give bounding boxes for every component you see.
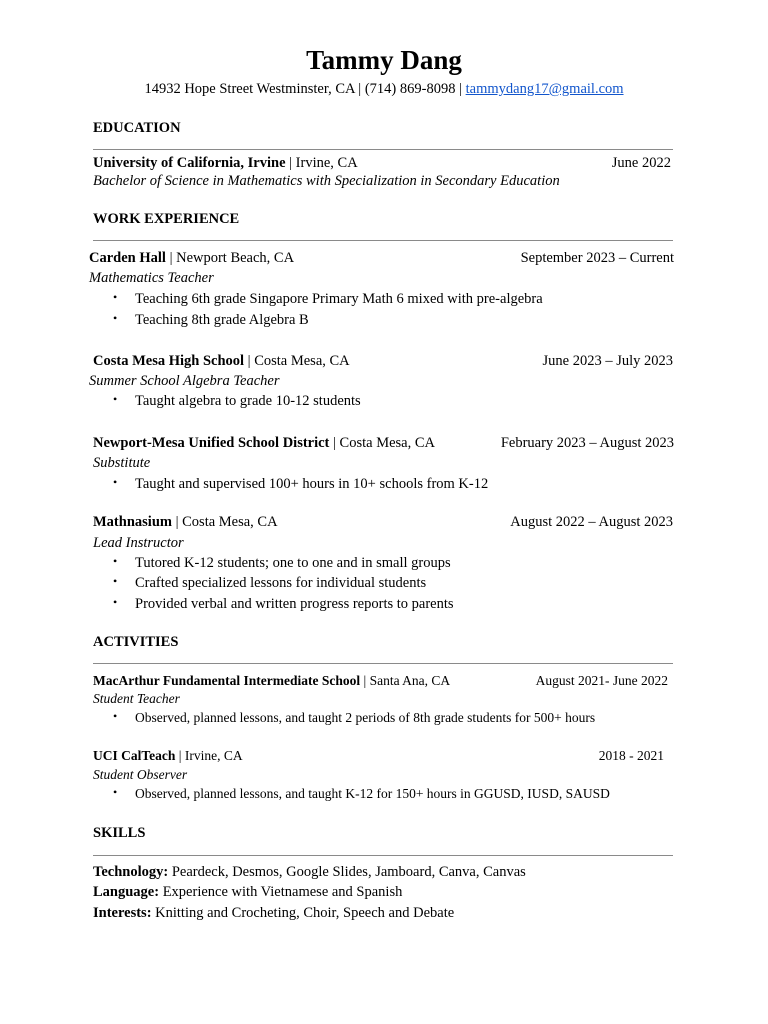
skill-technology: Technology: Peardeck, Desmos, Google Slides, Jamboard, Canva, Canvas xyxy=(93,864,526,880)
job-bullet: • Crafted specialized lessons for individual students xyxy=(113,574,427,591)
job-org: Costa Mesa High School xyxy=(93,353,245,369)
job-role: Substitute xyxy=(93,455,151,471)
job-line: Costa Mesa High School | Costa Mesa, CA xyxy=(93,353,350,369)
activity-line: UCI CalTeach | Irvine, CA xyxy=(93,748,243,763)
activity-org: MacArthur Fundamental Intermediate School xyxy=(93,673,361,688)
job-location: Newport Beach, CA xyxy=(176,250,295,266)
job-role: Lead Instructor xyxy=(93,535,184,551)
activity-date: 2018 - 2021 xyxy=(598,748,664,763)
work-heading: WORK EXPERIENCE xyxy=(93,211,240,227)
contact-details: 14932 Hope Street Westminster, CA | (714) 869-8098 | xyxy=(144,81,462,97)
job-bullet: • Tutored K-12 students; one to one and in small groups xyxy=(113,554,451,571)
skill-interests: Interests: Knitting and Crocheting, Choir, Speech and Debate xyxy=(93,905,455,921)
activities-divider xyxy=(93,663,673,664)
job-bullet: • Taught algebra to grade 10-12 students xyxy=(113,392,361,409)
skills-heading: SKILLS xyxy=(93,825,146,841)
resume-name: Tammy Dang xyxy=(306,45,462,75)
education-location: Irvine, CA xyxy=(295,155,358,171)
job-org: Carden Hall xyxy=(89,250,166,266)
activity-location: Santa Ana, CA xyxy=(369,673,451,688)
job-role: Summer School Algebra Teacher xyxy=(89,373,280,389)
job-date: June 2023 – July 2023 xyxy=(542,353,673,369)
email-link[interactable]: tammydang17@gmail.com xyxy=(465,81,624,97)
job-role: Mathematics Teacher xyxy=(89,270,214,286)
activity-org: UCI CalTeach xyxy=(93,748,176,763)
activity-bullet: • Observed, planned lessons, and taught K-12 for 150+ hours in GGUSD, IUSD, SAUSD xyxy=(113,785,610,801)
work-divider xyxy=(93,240,673,241)
job-bullet: • Provided verbal and written progress reports to parents xyxy=(113,595,454,612)
activity-location: Irvine, CA xyxy=(184,748,243,763)
skill-language: Language: Experience with Vietnamese and Spanish xyxy=(93,884,403,900)
activity-role: Student Observer xyxy=(93,767,188,782)
activities-heading: ACTIVITIES xyxy=(93,634,179,650)
job-date: September 2023 – Current xyxy=(520,250,674,266)
skills-divider xyxy=(93,855,673,856)
job-org: Mathnasium xyxy=(93,514,172,530)
education-degree: Bachelor of Science in Mathematics with Specialization in Secondary Education xyxy=(93,173,560,189)
education-divider xyxy=(93,149,673,150)
activity-line: MacArthur Fundamental Intermediate School | Santa Ana, CA xyxy=(93,673,451,688)
job-location: Costa Mesa, CA xyxy=(182,514,278,530)
activity-bullet: • Observed, planned lessons, and taught 2 periods of 8th grade students for 500+ hours xyxy=(113,709,596,725)
job-bullet: • Taught and supervised 100+ hours in 10+ schools from K-12 xyxy=(113,475,489,492)
activity-role: Student Teacher xyxy=(93,691,180,706)
contact-line xyxy=(0,81,768,98)
job-bullet: • Teaching 8th grade Algebra B xyxy=(113,311,309,328)
activity-date: August 2021- June 2022 xyxy=(535,673,668,688)
job-location: Costa Mesa, CA xyxy=(339,435,436,451)
job-bullet: • Teaching 6th grade Singapore Primary Math 6 mixed with pre-algebra xyxy=(113,290,543,307)
job-date: August 2022 – August 2023 xyxy=(510,514,673,530)
job-org: Newport-Mesa Unified School District xyxy=(93,435,330,451)
job-line: Carden Hall | Newport Beach, CA xyxy=(89,250,295,266)
education-date: June 2022 xyxy=(611,155,671,171)
job-date: February 2023 – August 2023 xyxy=(500,435,674,451)
job-line: Mathnasium | Costa Mesa, CA xyxy=(93,514,278,530)
job-location: Costa Mesa, CA xyxy=(254,353,350,369)
education-school-line: University of California, Irvine | Irvine, CA xyxy=(93,155,358,171)
education-school: University of California, Irvine xyxy=(93,155,286,171)
education-heading: EDUCATION xyxy=(93,120,181,136)
job-line: Newport-Mesa Unified School District | Costa Mesa, CA xyxy=(93,435,436,451)
